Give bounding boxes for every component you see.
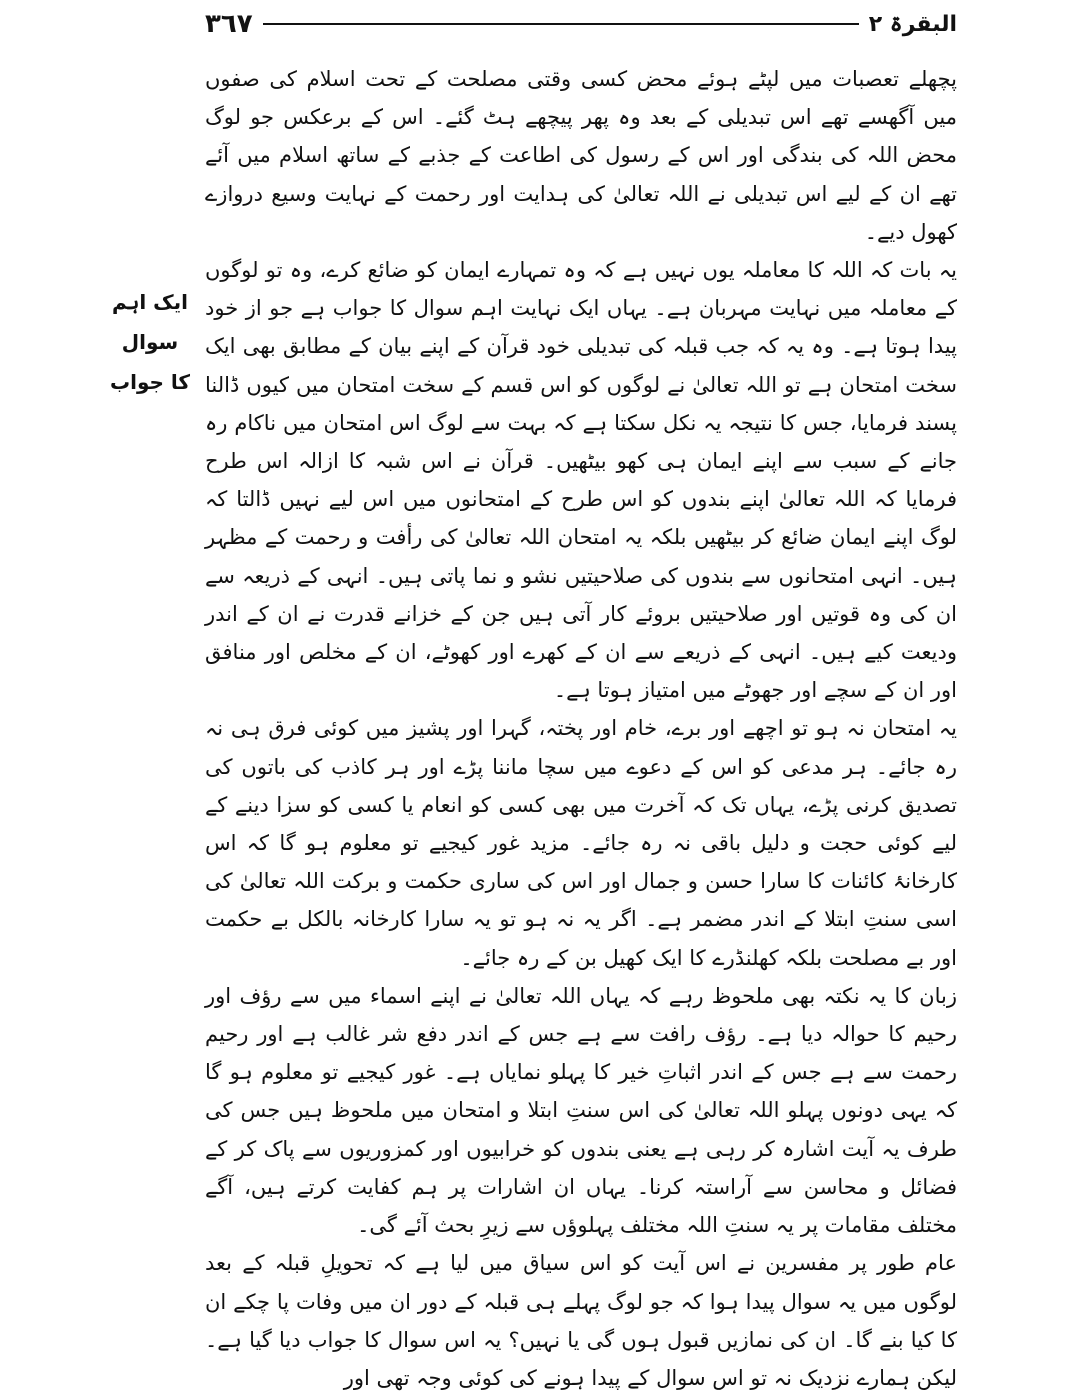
paragraph: یہ امتحان نہ ہو تو اچھے اور برے، خام اور پختہ، گہرا اور پشیز میں کوئی فرق ہی نہ رہ جائے۔ ہر مدعی کو اس کے دعوے میں سچا ماننا پڑے اور ہر کاذب کی باتوں کی تصدیق کرنی پڑے، یہاں تک کہ آخرت میں بھی کسی کو انعام یا کسی کو سزا دینے کے لیے کوئی حجت و دلیل باقی نہ رہ جائے۔ مزید غور کیجیے تو معلوم ہو گا کہ اس کارخانۂ کائنات کا سارا حسن و جمال اور اس کی ساری حکمت و برکت اللہ تعالیٰ کی اسی سنتِ ابتلا کے اندر مضمر ہے۔ اگر یہ نہ ہو تو یہ سارا کارخانہ بالکل بے حکمت اور بے مصلحت بلکہ کھلنڈرے کا ایک کھیل بن کے رہ جائے۔ <box>205 716 957 970</box>
page-header <box>205 8 957 40</box>
paragraph: یہ بات کہ اللہ کا معاملہ یوں نہیں ہے کہ وہ تمہارے ایمان کو ضائع کرے، وہ تو لوگوں کے معاملہ میں نہایت مہربان ہے۔ یہاں ایک نہایت اہم سوال کا جواب ہے جو از خود پیدا ہوتا ہے۔ وہ یہ کہ جب قبلہ کی تبدیلی خود قرآن کے اپنے بیان کے مطابق بھی ایک سخت امتحان ہے تو اللہ تعالیٰ نے لوگوں کو اس قسم کے سخت امتحان میں کیوں ڈالنا پسند فرمایا، جس کا نتیجہ یہ نکل سکتا ہے کہ بہت سے لوگ اس امتحان میں ناکام رہ جانے کے سبب سے اپنے ایمان ہی کھو بیٹھیں۔ قرآن نے اس شبہ کا ازالہ اس طرح فرمایا کہ اللہ تعالیٰ اپنے بندوں کو اس طرح کے امتحانوں میں اس لیے نہیں ڈالتا کہ لوگ اپنے ایمان ضائع کر بیٹھیں بلکہ یہ امتحان اللہ تعالیٰ کی رأفت و رحمت کے مظہر ہیں۔ انہی امتحانوں سے بندوں کی صلاحیتیں نشو و نما پاتی ہیں۔ انہی کے ذریعہ سے ان کی وہ قوتیں اور صلاحیتیں بروئے کار آتی ہیں جن کے خزانے قدرت نے ان کے اندر ودیعت کیے ہیں۔ انہی کے ذریعے سے ان کے کھرے اور کھوٹے، ان کے مخلص اور منافق اور ان کے سچے اور جھوٹے میں امتیاز ہوتا ہے۔ <box>205 258 957 703</box>
paragraph: عام طور پر مفسرین نے اس آیت کو اس سیاق میں لیا ہے کہ تحویلِ قبلہ کے بعد لوگوں میں یہ سوال پیدا ہوا کہ جو لوگ پہلے ہی قبلہ کے دور ان میں وفات پا چکے ان کا کیا بنے گا۔ ان کی نمازیں قبول ہوں گی یا نہیں؟ یہ اس سوال کا جواب دیا گیا ہے۔ لیکن ہمارے نزدیک نہ تو اس سوال کے پیدا ہونے کی کوئی وجہ تھی اور <box>205 1251 957 1390</box>
paragraph: پچھلے تعصبات میں لپٹے ہوئے محض کسی وقتی مصلحت کے تحت اسلام کی صفوں میں آگھسے تھے اس تبدیلی کے بعد وہ پھر پیچھے ہٹ گئے۔ اس کے برعکس جو لوگ محض اللہ کی بندگی اور اس کے رسول کی اطاعت کے جذبے کے ساتھ اسلام میں آئے تھے ان کے لیے اس تبدیلی نے اللہ تعالیٰ کی ہدایت اور رحمت کے نہایت وسیع دروازے کھول دیے۔ <box>205 67 957 244</box>
margin-note-line-2: کا جواب <box>109 370 190 394</box>
page-number: ٣٦٧ <box>205 9 253 39</box>
surah-title: البقرۃ ٢ <box>868 11 957 37</box>
paragraph: زبان کا یہ نکتہ بھی ملحوظ رہے کہ یہاں اللہ تعالیٰ نے اپنے اسماء میں سے رؤف اور رحیم کا حوالہ دیا ہے۔ رؤف رافت سے ہے جس کے اندر دفع شر غالب ہے اور رحیم رحمت سے ہے جس کے اندر اثباتِ خیر کا پہلو نمایاں ہے۔ غور کیجیے تو معلوم ہو گا کہ یہی دونوں پہلو اللہ تعالیٰ کی اس سنتِ ابتلا و امتحان میں ملحوظ ہیں جس کی طرف یہ آیت اشارہ کر رہی ہے یعنی بندوں کو خرابیوں اور کمزوریوں سے پاک کر کے فضائل و محاسن سے آراستہ کرنا۔ یہاں ان اشارات پر ہم کفایت کرتے ہیں، آگے مختلف مقامات پر یہ سنتِ اللہ مختلف پہلوؤں سے زیرِ بحث آئے گی۔ <box>205 983 957 1238</box>
page-body <box>205 60 957 1397</box>
margin-note <box>95 282 205 402</box>
margin-note-line-1: ایک اہم سوال <box>111 290 189 354</box>
header-rule <box>263 23 859 25</box>
